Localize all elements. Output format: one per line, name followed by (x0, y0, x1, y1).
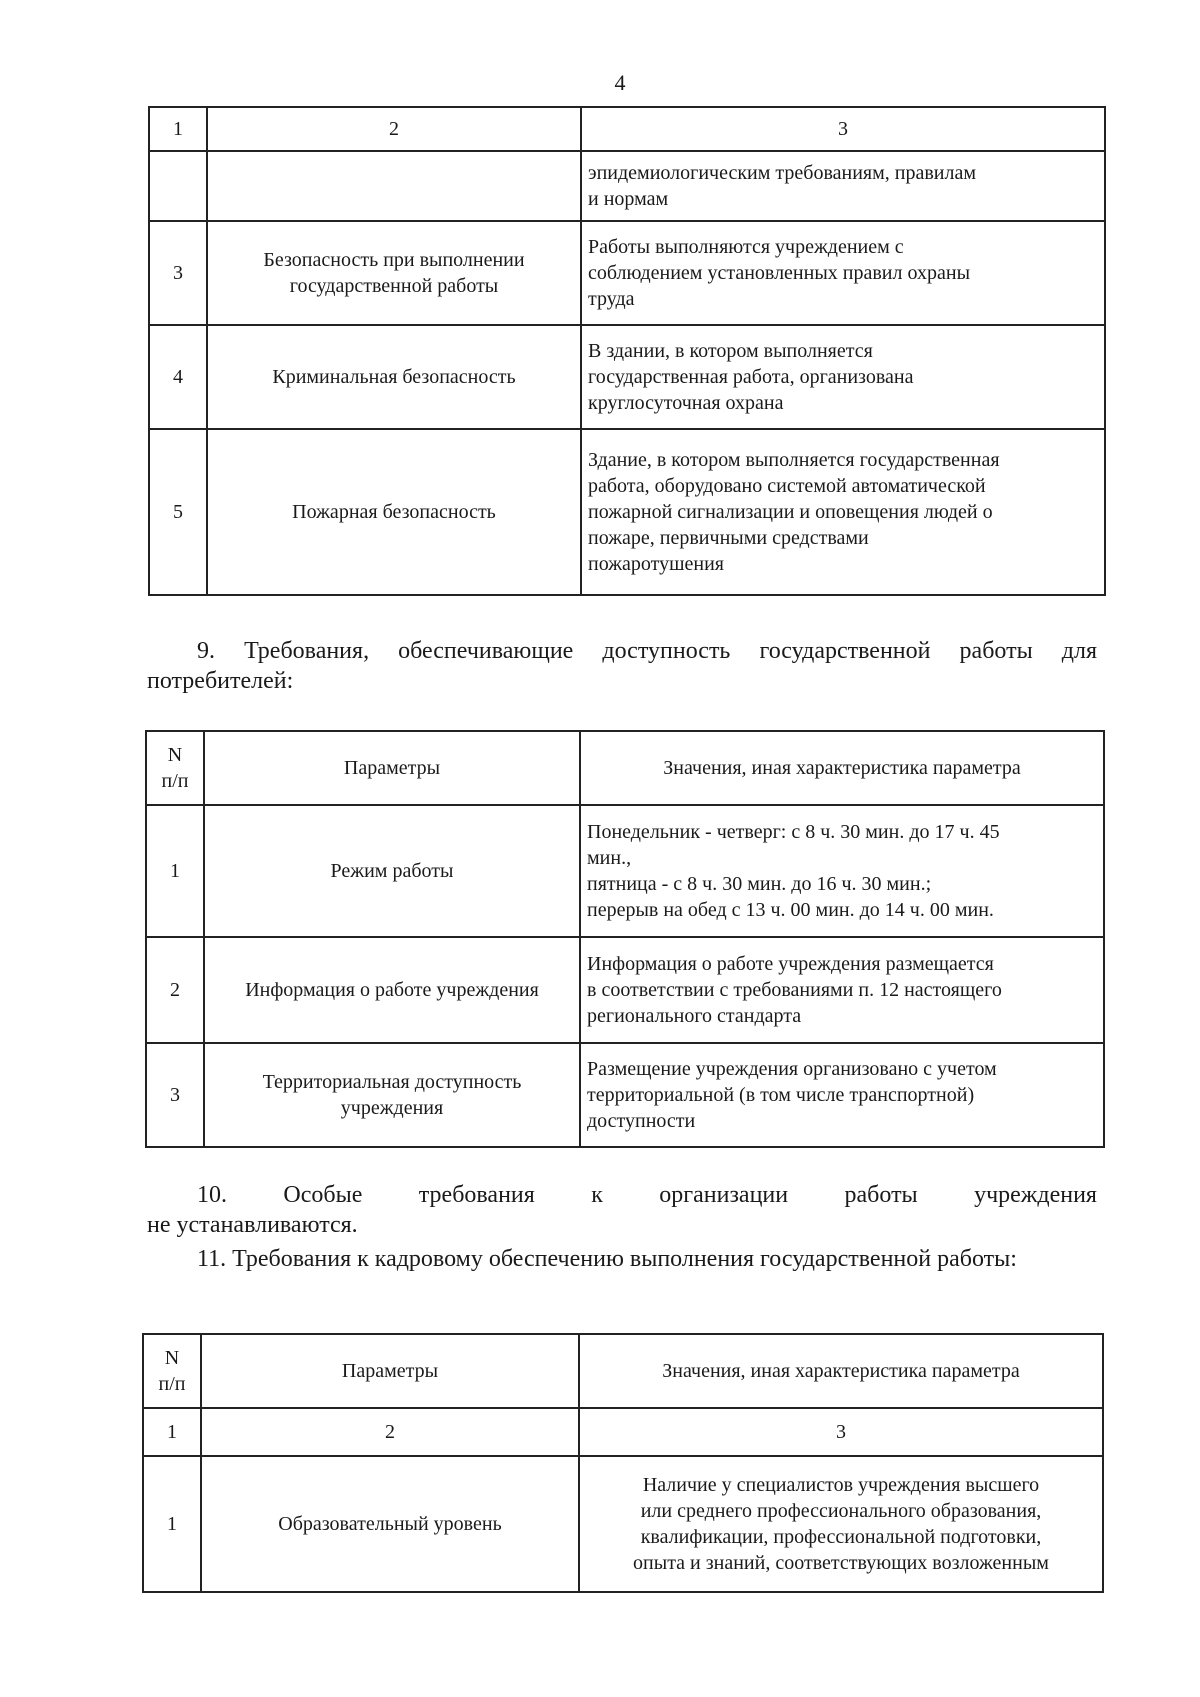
row-number: 3 (146, 1043, 204, 1147)
section-10-word: требования (418, 1182, 535, 1208)
table-row (146, 805, 1104, 937)
header-cell-values: Значения, иная характеристика параметра (580, 731, 1104, 805)
row-param: Образовательный уровень (201, 1456, 579, 1592)
section-10-word: 10. (197, 1182, 227, 1208)
row-number: 2 (146, 937, 204, 1043)
section-10-text (147, 1180, 1097, 1240)
row-number: 4 (149, 325, 207, 429)
section-10-line-2: не устанавливаются. (147, 1212, 358, 1238)
table-row (149, 151, 1105, 221)
section-10-word: учреждения (974, 1182, 1097, 1208)
row-number: 5 (149, 429, 207, 595)
table-row (149, 325, 1105, 429)
section-10-word: Особые (283, 1182, 363, 1208)
row-value: Наличие у специалистов учреждения высшего или среднего профессионального образования, квалификации, профессиональной подготовки, опыта и знаний, соответствующих возложенным (579, 1456, 1103, 1592)
staffing-table (142, 1333, 1104, 1593)
row-value: Здание, в котором выполняется государственная работа, оборудовано системой автоматической пожарной сигнализации и оповещения людей о пожаре, первичными средствами пожаротушения (581, 429, 1105, 595)
safety-requirements-table (148, 106, 1106, 596)
row-param: Территориальная доступность учреждения (204, 1043, 580, 1147)
table-header-row (149, 107, 1105, 151)
section-11-text (147, 1244, 1097, 1274)
section-11-heading: 11. Требования к кадровому обеспечению выполнения государственной работы: (197, 1246, 1017, 1272)
row-number: 3 (149, 221, 207, 325)
subheader-cell: 2 (201, 1408, 579, 1456)
section-10-word: работы (844, 1182, 918, 1208)
header-cell: 1 (149, 107, 207, 151)
header-cell-values: Значения, иная характеристика параметра (579, 1334, 1103, 1408)
row-value: Размещение учреждения организовано с учетом территориальной (в том числе транспортной) доступности (580, 1043, 1104, 1147)
table-header-row (143, 1334, 1103, 1408)
row-number: 1 (146, 805, 204, 937)
accessibility-table (145, 730, 1105, 1148)
table-row (146, 1043, 1104, 1147)
header-cell-params: Параметры (204, 731, 580, 805)
subheader-cell: 1 (143, 1408, 201, 1456)
row-value: Информация о работе учреждения размещается в соответствии с требованиями п. 12 настоящего регионального стандарта (580, 937, 1104, 1043)
row-param: Информация о работе учреждения (204, 937, 580, 1043)
row-number: 1 (143, 1456, 201, 1592)
row-value: Работы выполняются учреждением с соблюдением установленных правил охраны труда (581, 221, 1105, 325)
row-param (207, 151, 581, 221)
row-value: Понедельник - четверг: с 8 ч. 30 мин. до 17 ч. 45 мин., пятница - с 8 ч. 30 мин. до 16 ч. 30 мин.; перерыв на обед с 13 ч. 00 мин. до 14 ч. 00 мин. (580, 805, 1104, 937)
table-header-row (146, 731, 1104, 805)
header-cell-params: Параметры (201, 1334, 579, 1408)
table-row (146, 937, 1104, 1043)
header-cell-num: N п/п (143, 1334, 201, 1408)
table-row (143, 1456, 1103, 1592)
row-param: Криминальная безопасность (207, 325, 581, 429)
page-number: 4 (614, 70, 626, 95)
section-10-word: к (591, 1182, 603, 1208)
table-row (149, 429, 1105, 595)
table-subheader-row (143, 1408, 1103, 1456)
section-10-word: организации (659, 1182, 789, 1208)
section-9-text (147, 636, 1097, 696)
header-cell-num: N п/п (146, 731, 204, 805)
header-cell: 2 (207, 107, 581, 151)
row-value: В здании, в котором выполняется государственная работа, организована круглосуточная охрана (581, 325, 1105, 429)
header-cell: 3 (581, 107, 1105, 151)
section-9-heading: 9. Требования, обеспечивающие доступность государственной работы для потребителей: (147, 638, 1097, 694)
row-param: Режим работы (204, 805, 580, 937)
row-number (149, 151, 207, 221)
subheader-cell: 3 (579, 1408, 1103, 1456)
row-param: Безопасность при выполнении государственной работы (207, 221, 581, 325)
row-param: Пожарная безопасность (207, 429, 581, 595)
section-10-line-1 (147, 1180, 1097, 1210)
table-row (149, 221, 1105, 325)
row-value: эпидемиологическим требованиям, правилам и нормам (581, 151, 1105, 221)
